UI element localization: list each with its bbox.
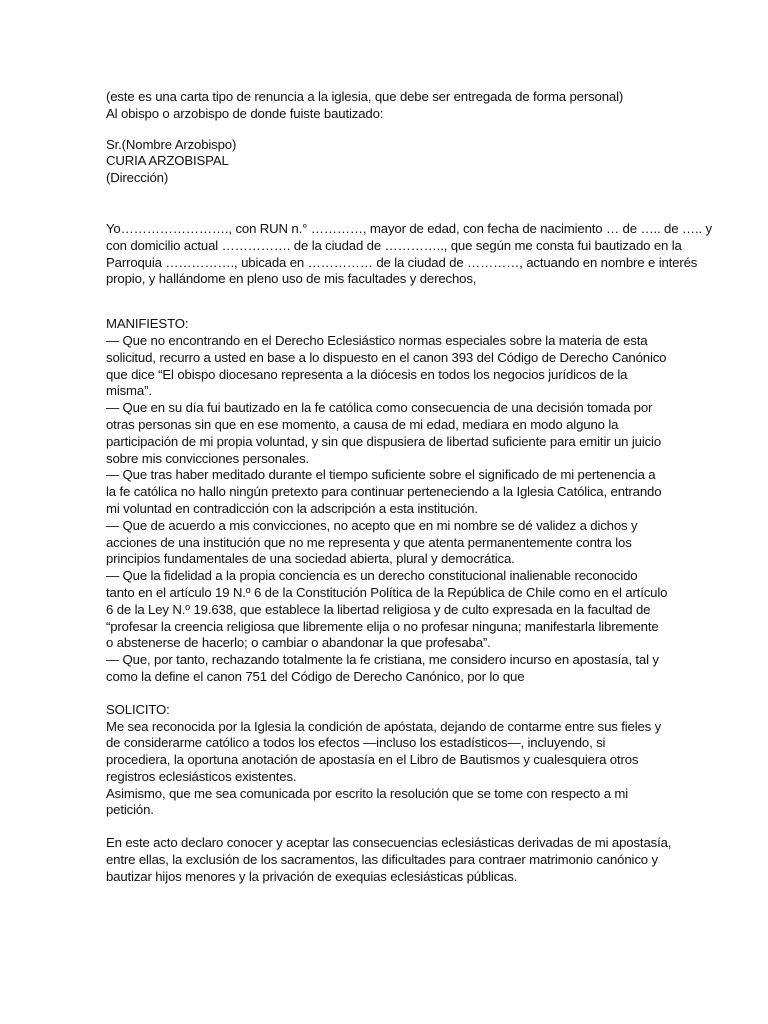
closing-paragraph bbox=[106, 835, 672, 885]
opening-line: con domicilio actual ……………. de la ciudad de ………….., que según me consta fui bautizado en la bbox=[106, 237, 682, 253]
manifiesto-line: “profesar la creencia religiosa que libremente elija o no profesar ninguna; manifestarla libremente bbox=[106, 618, 659, 634]
address-name: Sr.(Nombre Arzobispo) bbox=[106, 136, 237, 152]
manifiesto-line: 6 de la Ley N.º 19.638, que establece la libertad religiosa y de culto expresada en la facultad de bbox=[106, 601, 651, 617]
solicito-heading: SOLICITO: bbox=[106, 701, 170, 717]
manifiesto-heading: MANIFIESTO: bbox=[106, 316, 189, 332]
solicito-line: de considerarme católico a todos los efectos —incluso los estadísticos—, incluyendo, si bbox=[106, 735, 606, 751]
manifiesto-line: otras personas sin que en ese momento, a causa de mi edad, mediara en modo alguno la bbox=[106, 416, 619, 432]
address-block bbox=[106, 137, 666, 187]
solicito-line: procediera, la oportuna anotación de apostasía en el Libro de Bautismos y cualesquiera otros bbox=[106, 752, 639, 768]
manifiesto-line: tanto en el artículo 19 N.º 6 de la Constitución Política de la República de Chile como en el artículo bbox=[106, 584, 668, 600]
address-location: (Dirección) bbox=[106, 170, 169, 186]
manifiesto-line: que dice “El obispo diocesano representa a la diócesis en todos los negocios jurídicos de la bbox=[106, 366, 628, 382]
opening-line: Yo……………………., con RUN n.° …………, mayor de edad, con fecha de nacimiento … de ….. de ….. y bbox=[106, 220, 712, 236]
manifiesto-section bbox=[106, 316, 666, 686]
intro bbox=[106, 89, 666, 123]
intro-note: (este es una carta tipo de renuncia a la iglesia, que debe ser entregada de forma personal) bbox=[106, 89, 624, 104]
address-office: CURIA ARZOBISPAL bbox=[106, 153, 229, 169]
manifiesto-line: mi voluntad en contradicción con la adscripción a esta institución. bbox=[106, 500, 478, 516]
solicito-line: Me sea reconocida por la Iglesia la condición de apóstata, dejando de contarme entre sus fieles y bbox=[106, 718, 662, 734]
opening-line: propio, y hallándome en pleno uso de mis facultades y derechos, bbox=[106, 271, 477, 287]
manifiesto-line: participación de mi propia voluntad, y sin que dispusiera de libertad suficiente para emitir un juicio bbox=[106, 433, 662, 449]
manifiesto-line: principios fundamentales de una sociedad abierta, plural y democrática. bbox=[106, 551, 515, 567]
manifiesto-line: la fe católica no hallo ningún pretexto para continuar perteneciendo a la Iglesia Católica, entrando bbox=[106, 484, 662, 500]
manifiesto-line: — Que tras haber meditado durante el tiempo suficiente sobre el significado de mi pertenencia a bbox=[106, 467, 656, 483]
intro-recipient-instruction: Al obispo o arzobispo de donde fuiste bautizado: bbox=[106, 105, 384, 121]
closing-line: entre ellas, la exclusión de los sacramentos, las dificultades para contraer matrimonio canónico y bbox=[106, 852, 658, 868]
closing-line: En este acto declaro conocer y aceptar las consecuencias eclesiásticas derivadas de mi apostasía, bbox=[106, 835, 672, 851]
document-page bbox=[106, 89, 712, 886]
manifiesto-line: o abstenerse de hacerlo; o cambiar o abandonar la que profesaba”. bbox=[106, 635, 491, 651]
solicito-line: Asimismo, que me sea comunicada por escrito la resolución que se tome con respecto a mi bbox=[106, 785, 629, 801]
manifiesto-line: — Que no encontrando en el Derecho Eclesiástico normas especiales sobre la materia de esta bbox=[106, 332, 648, 348]
manifiesto-line: — Que la fidelidad a la propia conciencia es un derecho constitucional inalienable reconocido bbox=[106, 568, 638, 584]
solicito-line: petición. bbox=[106, 802, 154, 818]
manifiesto-line: — Que, por tanto, rechazando totalmente la fe cristiana, me considero incurso en apostasía, tal y bbox=[106, 652, 659, 668]
manifiesto-line: sobre mis convicciones personales. bbox=[106, 450, 310, 466]
opening-line: Parroquia ……………., ubicada en …………… de la ciudad de …………, actuando en nombre e interés bbox=[106, 254, 698, 270]
manifiesto-line: — Que en su día fui bautizado en la fe católica como consecuencia de una decisión tomada por bbox=[106, 400, 653, 416]
manifiesto-line: como la define el canon 751 del Código de Derecho Canónico, por lo que bbox=[106, 668, 525, 684]
opening-paragraph bbox=[106, 220, 712, 288]
manifiesto-line: acciones de una institución que no me representa y que atenta permanentemente contra los bbox=[106, 534, 632, 550]
manifiesto-line: solicitud, recurro a usted en base a lo dispuesto en el canon 393 del Código de Derecho Canónico bbox=[106, 349, 667, 365]
solicito-line: registros eclesiásticos existentes. bbox=[106, 768, 297, 784]
manifiesto-line: — Que de acuerdo a mis convicciones, no acepto que en mi nombre se dé validez a dichos y bbox=[106, 517, 638, 533]
closing-line: bautizar hijos menores y la privación de exequias eclesiásticas públicas. bbox=[106, 868, 518, 884]
manifiesto-line: misma”. bbox=[106, 383, 152, 399]
solicito-section bbox=[106, 702, 666, 820]
